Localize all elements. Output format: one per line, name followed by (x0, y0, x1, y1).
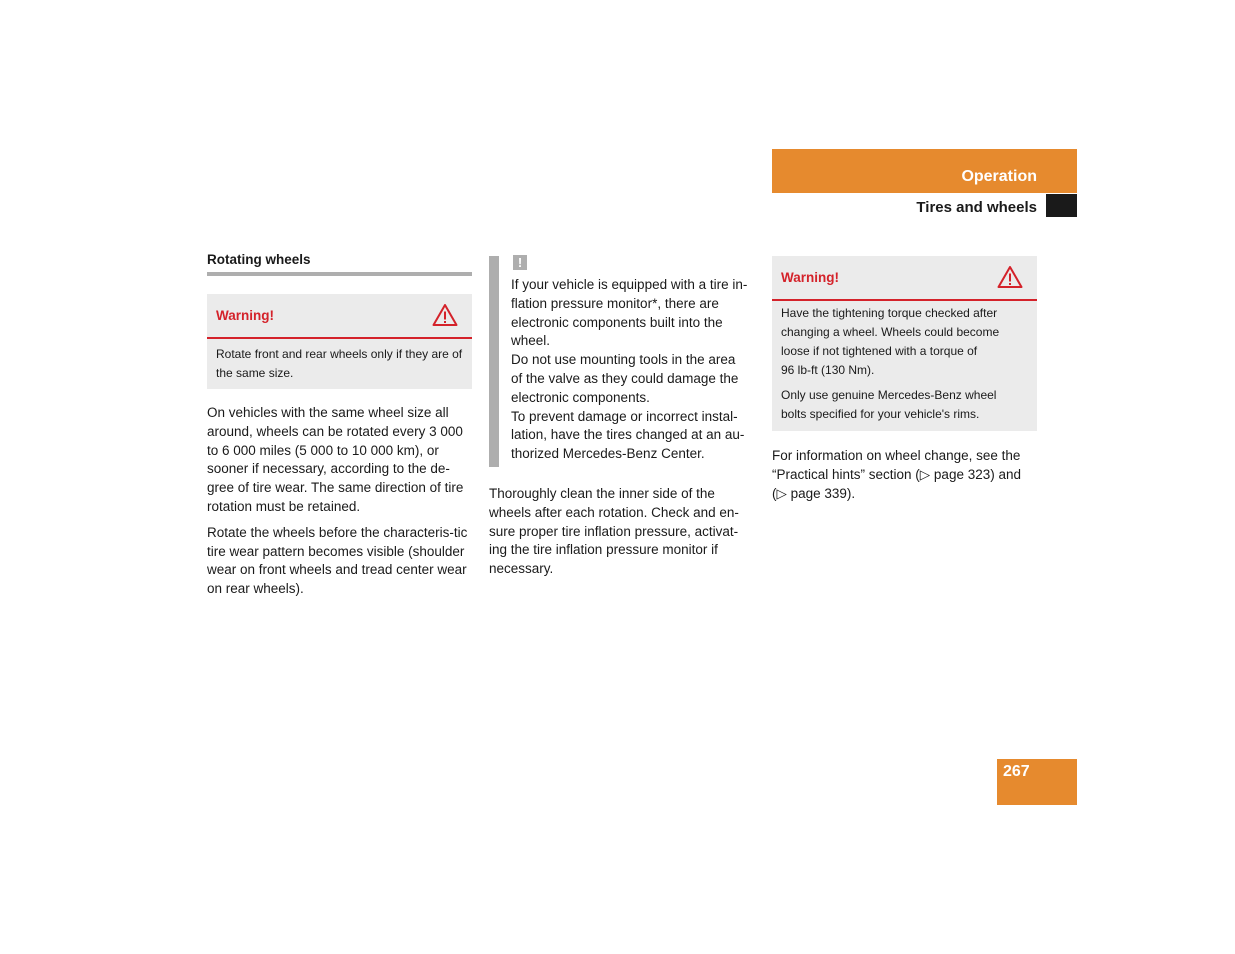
note-line: thorized Mercedes-Benz Center. (511, 446, 705, 462)
note-line: of the valve as they could damage the (511, 370, 739, 386)
note-line: If your vehicle is equipped with a tire in- (511, 277, 748, 292)
warning-box-torque (772, 256, 1037, 431)
note-line: To prevent damage or incorrect instal- (511, 408, 738, 424)
cleaning-line: Thoroughly clean the inner side of the (489, 486, 715, 501)
warning-header (772, 256, 1037, 301)
cleaning-paragraph (489, 485, 759, 579)
note-line: lation, have the tires changed at an au- (511, 427, 745, 443)
cleaning-line: wheels after each rotation. Check and en- (489, 504, 739, 520)
warning-box-rotation (207, 294, 472, 389)
note-line: electronic components. (511, 389, 650, 405)
page-number-box (997, 759, 1077, 805)
wheel-change-line: “Practical hints” section (▷ page 323) and (772, 466, 1022, 482)
wheel-change-paragraph (772, 447, 1042, 503)
warning-label: Warning! (216, 308, 274, 323)
note-exclamation-icon: ! (513, 255, 527, 270)
subsection-heading: Rotating wheels (207, 252, 472, 276)
warning-text-line: Rotate front and rear wheels only if they are of the same size. (216, 347, 463, 380)
wheel-change-line: (▷ page 339). (772, 485, 856, 501)
note-line: Do not use mounting tools in the area (511, 352, 736, 368)
warning-label: Warning! (781, 270, 839, 285)
section-title: Tires and wheels (916, 199, 1037, 216)
torque-line: 96 lb-ft (130 Nm). (781, 363, 875, 377)
wheel-change-line: For information on wheel change, see the (772, 448, 1021, 463)
note-line: flation pressure monitor*, there are (511, 295, 719, 311)
note-sidebar (489, 256, 499, 467)
torque-text (781, 304, 1028, 380)
chapter-title: Operation (961, 168, 1037, 185)
torque-line: loose if not tightened with a torque of (781, 344, 978, 358)
warning-text (772, 301, 1037, 431)
wear-pattern-paragraph: Rotate the wheels before the characteris-tic tire wear pattern becomes visible (shoulder wear on front wheels and tread center wear on rear wheels). (207, 524, 468, 597)
page-number: 267 (1003, 763, 1030, 780)
note-text (511, 276, 761, 464)
section-marker (1046, 194, 1077, 217)
warning-triangle-icon (997, 265, 1023, 289)
col1-text (207, 404, 472, 599)
torque-line: changing a wheel. Wheels could become (781, 325, 1000, 339)
bolts-line: bolts specified for your vehicle's rims. (781, 407, 980, 421)
cleaning-line: ing the tire inflation pressure monitor if (489, 542, 718, 558)
note-line: wheel. (511, 333, 551, 349)
torque-line: Have the tightening torque checked after (781, 306, 998, 320)
note-line: electronic components built into the (511, 314, 723, 330)
warning-triangle-icon (432, 303, 458, 327)
warning-header (207, 294, 472, 339)
cleaning-line: necessary. (489, 561, 554, 577)
warning-text (207, 339, 472, 389)
chapter-header (772, 149, 1077, 193)
bolts-text (781, 386, 1028, 424)
cleaning-line: sure proper tire inflation pressure, activat- (489, 523, 739, 539)
rotation-interval-paragraph: On vehicles with the same wheel size all around, wheels can be rotated every 3 000 to 6 000 miles (5 000 to 10 000 km), or sooner if necessary, according to the de-gree of tire wear. The same direction of tire rotation must be retained. (207, 405, 464, 514)
bolts-line: Only use genuine Mercedes-Benz wheel (781, 388, 997, 402)
